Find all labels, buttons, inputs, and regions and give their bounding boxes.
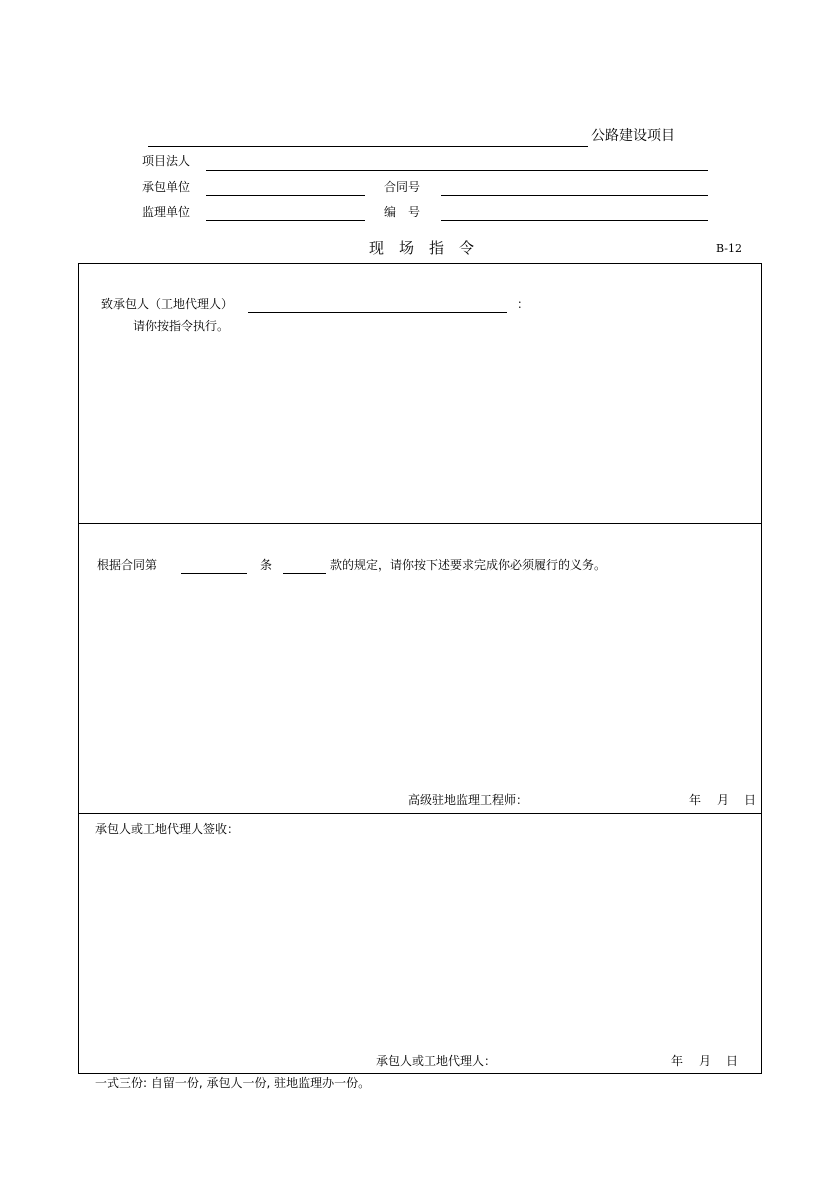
section-divider — [78, 813, 762, 814]
owner-label: 项目法人 — [142, 154, 191, 168]
article-field[interactable] — [181, 573, 247, 574]
to-contractor-label: 致承包人（工地代理人） — [101, 297, 234, 311]
serial-no-label: 编 号 — [384, 205, 421, 219]
section-divider — [78, 523, 762, 524]
contractor-field[interactable] — [206, 195, 365, 196]
clause-field[interactable] — [283, 573, 326, 574]
colon: ： — [517, 297, 530, 311]
month-label: 月 — [717, 793, 730, 807]
supervisor-label: 监理单位 — [142, 205, 191, 219]
footnote: 一式三份: 自留一份, 承包人一份, 驻地监理办一份。 — [95, 1076, 371, 1090]
instruction-text: 请你按指令执行。 — [133, 319, 230, 333]
supervisor-field[interactable] — [206, 220, 365, 221]
receipt-label: 承包人或工地代理人签收： — [95, 822, 240, 836]
contractor-signature-label: 承包人或工地代理人： — [376, 1054, 497, 1068]
contractor-agent-field[interactable] — [248, 312, 507, 313]
form-box — [78, 263, 762, 1074]
owner-field[interactable] — [206, 170, 708, 171]
day-label: 日 — [726, 1054, 739, 1068]
engineer-signature-label: 高级驻地监理工程师： — [408, 793, 529, 807]
article-label: 条 — [260, 558, 273, 572]
contract-ref-prefix: 根据合同第 — [97, 558, 158, 572]
year-label: 年 — [671, 1054, 684, 1068]
contractor-label: 承包单位 — [142, 180, 191, 194]
contract-no-field[interactable] — [441, 195, 708, 196]
contract-no-label: 合同号 — [384, 180, 421, 194]
year-label: 年 — [689, 793, 702, 807]
serial-no-field[interactable] — [441, 220, 708, 221]
form-code: B-12 — [716, 242, 743, 255]
project-suffix: 公路建设项目 — [591, 128, 675, 144]
month-label: 月 — [699, 1054, 712, 1068]
contract-ref-suffix: 款的规定，请你按下述要求完成你必须履行的义务。 — [330, 558, 607, 572]
day-label: 日 — [744, 793, 757, 807]
page-title: 现 场 指 令 — [369, 239, 475, 257]
project-name-field[interactable] — [148, 146, 588, 147]
